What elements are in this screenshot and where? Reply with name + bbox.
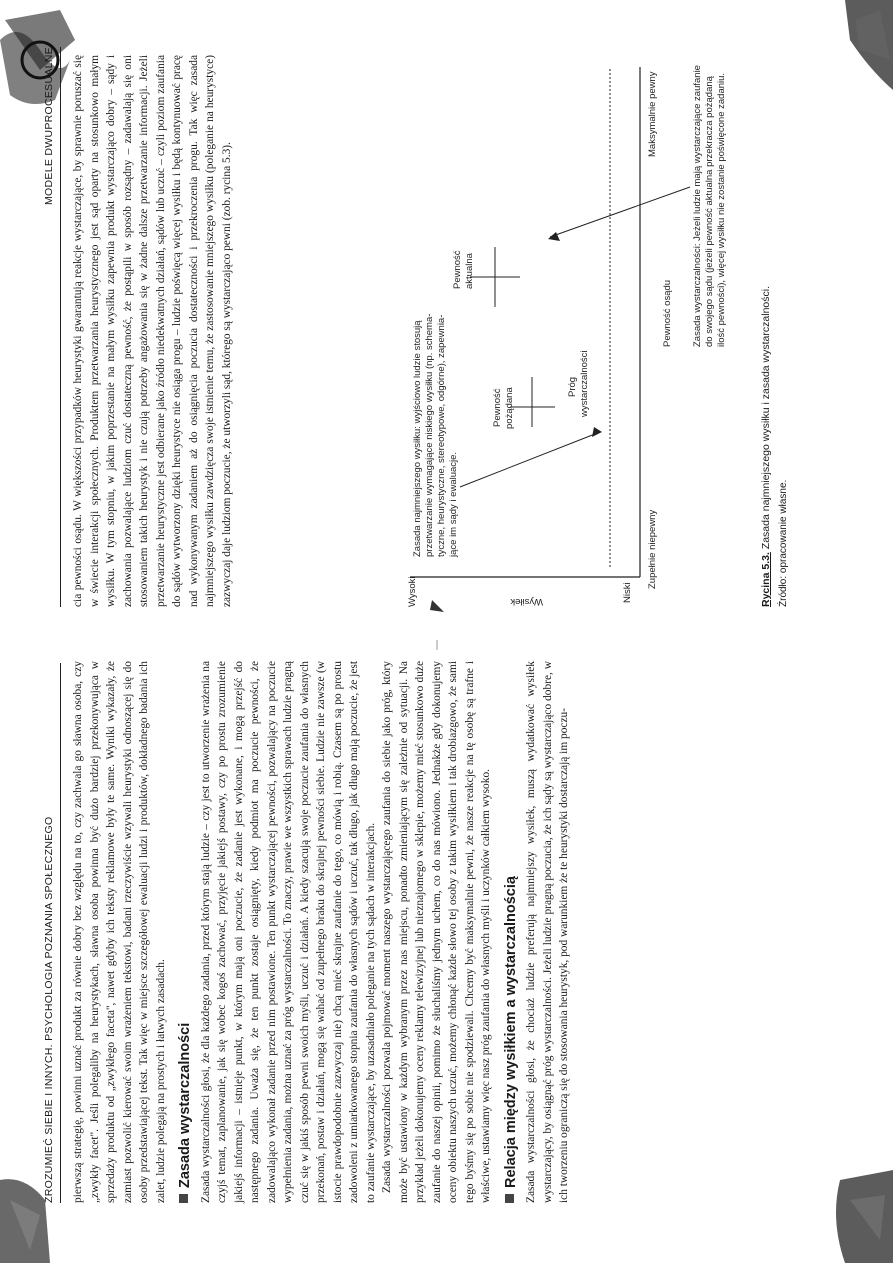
left-body [70,661,573,1203]
figure-source: Źródło: opracowanie własne. [778,479,789,607]
x-axis-title: Pewność osądu [662,279,673,347]
note-right-2: do swojego sądu (jeżeli pewność aktualna przekracza pożądaną [704,76,715,347]
figure-caption [760,47,772,607]
section-heading-relacja [503,661,520,1203]
section-title: Relacja między wysiłkiem a wystarczalnością [502,876,519,1188]
section-title: Zasada wystarczalności [177,1022,193,1188]
left-page [0,653,893,1233]
arrow-left [460,432,600,487]
arrow-right [550,187,690,237]
note-right-1: Zasada wystarczalności: Jeżeli ludzie mają wystarczające zaufanie [692,65,703,347]
actual-label-2: aktualna [464,253,475,289]
section1-paragraph-1: Zasada wystarczalności głosi, że dla każdego zadania, przed którym stają ludzie – czy jest to utworzenie wrażenia na czyjś temat, zaplanowanie, jak się wobec kogoś zachować, przyjęcie jakiejś postawy, czy po prostu zrozumienie jakiejś informacji – istnieje punkt, w którym mają oni poczucie, że zadanie jest wykonane, i mogą przejść do następnego zadania. Uważa się, że ten punkt zostaje osiągnięty, kiedy podmiot ma poczucie pewności, że zadowalająco wykonał zadanie przed nim postawione. Ten punkt wystarczającej pewności, pozwalający na poczucie wypełnienia zadania, można uznać za próg wystarczalności. To znaczy, prawie we wszystkich sprawach ludzie pragną czuć się w jakiś sposób pewni swoich myśli, uczuć i działań. A kiedy szacują swoje poczucie zaufania do własnych przekonań, postaw i działań, mogą się wahać od zupełnego braku do skrajnej pewności siebie. Ludzie nie zawsze (w istocie prawdopodobnie zazwyczaj nie) chcą mieć skrajne zaufanie do tego, co mówią i robią. Czasem są po prostu zadowoleni z umiarkowanego stopnia zaufania do własnych sądów i uczuć, tak długo, jak długo mają poczucie, że jest to zaufanie wystarczające, by uzasadniało poleganie na tych sądach w interakcjach. [199,661,377,1203]
section2-paragraph-1: Zasada wystarczalności głosi, że chociaż ludzie preferują najmniejszy wysiłek, muszą wydatkować wysiłek wystarczający, by osiągnąć próg wystarczalności. Jeżeli ludzie pragną poczucia, że ich sądy są wystarczająco dobre, w ich tworzeniu ograniczą się do stosowania heurystyk, pod warunkiem że te heurystyki dostarczają im poczu- [525,661,570,1203]
caption-text: Zasada najmniejszego wysiłku i zasada wystarczalności. [760,286,772,550]
section-heading-wystarczalnosci [177,661,194,1203]
note-right-3: ilość pewności), więcej wysiłku nie zostanie poświęcone zadaniu. [716,72,727,347]
desired-label-1: Pewność [492,388,503,427]
actual-label-1: Pewność [452,250,463,289]
x-left-label: Zupełnie niepewny [647,509,658,589]
note-left-1: Zasada najmniejszego wysiłku: wyjściowo ludzie stosują [412,320,423,557]
right-body [70,55,235,607]
left-para-top: pierwszą strategię, powinni uznać produkt za równie dobry bez względu na to, czy zachwala go sławna osoba, czy „zwykły facet". Jeśli polegaliby na heurystykach, sławna osoba powinna być dużo bardziej przekonywująca w sprzedaży produktu od „zwykłego faceta", nawet gdyby ich teksty reklamowe były te same. Wyniki wykazały, że zamiast pozwolić kierować swoim wrażeniem tekstowi, badani rzeczywiście wzywali heurystyki odnoszącej się do osoby przedstawiającej tekst. Tak więc w miejsce szczegółowej ewaluacji ludzi i produktów, dokładnego badania ich zalet, ludzie polegają na prostych i łatwych zasadach. [72,661,167,1203]
y-bottom-label: Niski [622,582,633,603]
desired-label-2: pożądana [504,387,515,429]
right-para-top: cia pewności osądu. W większości przypadków heurystyki gwarantują reakcje wystarczające, by sprawnie poruszać się w świecie interakcji społecznych. Produktem przetwarzania heurystycznego jest sąd oparty na stosunkowo małym wysiłku. W tym stopniu, w jakim poprzestanie na małym wysiłku zapewnia produkt wystarczająco dobry – sądy i zachowania pozwalające ludziom czuć dostateczną pewność, że postąpili w sposób rozsądny – zadawalają się oni stosowaniem takich heurystyk i nie czują potrzeby angażowania się w żadne dalsze przetwarzanie informacji. Jeżeli przetwarzanie heurystyczne jest odbierane jako źródło niedekwatnych działań, sądów lub uczuć – czyli poziom zaufania do sądów wytworzony dzięki heurystyce nie osiąga progu – ludzie poświęcą więcej wysiłku i będą kontynuować pracę nad wykonywanym zadaniem aż do osiągnięcia poczucia dostateczności i przekroczenia progu. Tak więc zasada najmniejszego wysiłku zawdzięcza swoje istnienie temu, że zastosowanie mniejszego wysiłku (poleganie na heurystyce) zazwyczaj daje ludziom poczucie, że utworzyli sąd, którego są wystarczająco pewni (zob. rycina 5.3). [72,55,233,607]
header-rule-right [60,47,61,607]
y-top-label: Wysoki [407,576,418,607]
threshold-label-2: wystarczalności [579,350,590,417]
arrow-right-head [548,232,560,241]
running-head-right: MODELE DWUPROCESUALNE [43,47,55,205]
section1-paragraph-2: Zasada wystarczalności pozwala pojmować moment naszego wystarczającego zaufania do siebie jako próg, który może być ustawiony w każdym wybranym przez nas miejscu, ponadto zmieniającym się zależnie od sytuacji. Na przykład jeżeli dokonujemy oceny reklamy telewizyjnej lub nieznajomego w sklepie, możemy mieć stosunkowo duże zaufanie do naszej opinii, pomimo że słuchaliśmy jednym uchem, co do nas mówiono. Jednakże gdy dokonujemy oceny obiektu naszych uczuć, możemy chłonąć każde słowo tej osoby z takim wysiłkiem i tak drobiazgowo, że sami tego byśmy się po sobie nie spodziewali. Chcemy być maksymalnie pewni, że nasze reakcje na tę osobę są trafne i właściwe, ustawiamy więc nasz próg zaufania do własnych myśli i uczynków całkiem wysoko. [381,661,492,1203]
section-bullet-icon [505,1194,514,1203]
running-head-left: ZROZUMIEĆ SIEBIE I INNYCH. PSYCHOLOGIA POZNANIA SPOŁECZNEGO [43,816,55,1203]
note-left-3: tyczne, heurystyczne, stereotypowe, odgórne), zapewnia- [436,314,447,557]
note-left-4: jące im sądy i ewaluacje. [448,451,459,557]
header-rule-left [60,663,61,1203]
figure-5-3 [370,47,790,607]
threshold-label: Próg [567,376,578,397]
y-axis-title: Wysiłek [510,596,543,607]
caption-prefix: Rycina 5.3. [760,552,772,607]
note-left-2: przetwarzanie wymagające niskiego wysiłku (np. schema- [424,313,435,557]
section-bullet-icon [179,1194,188,1203]
right-page [0,17,893,607]
arrow-left-head [592,427,602,437]
x-right-label: Maksymalnie pewny [647,71,658,157]
